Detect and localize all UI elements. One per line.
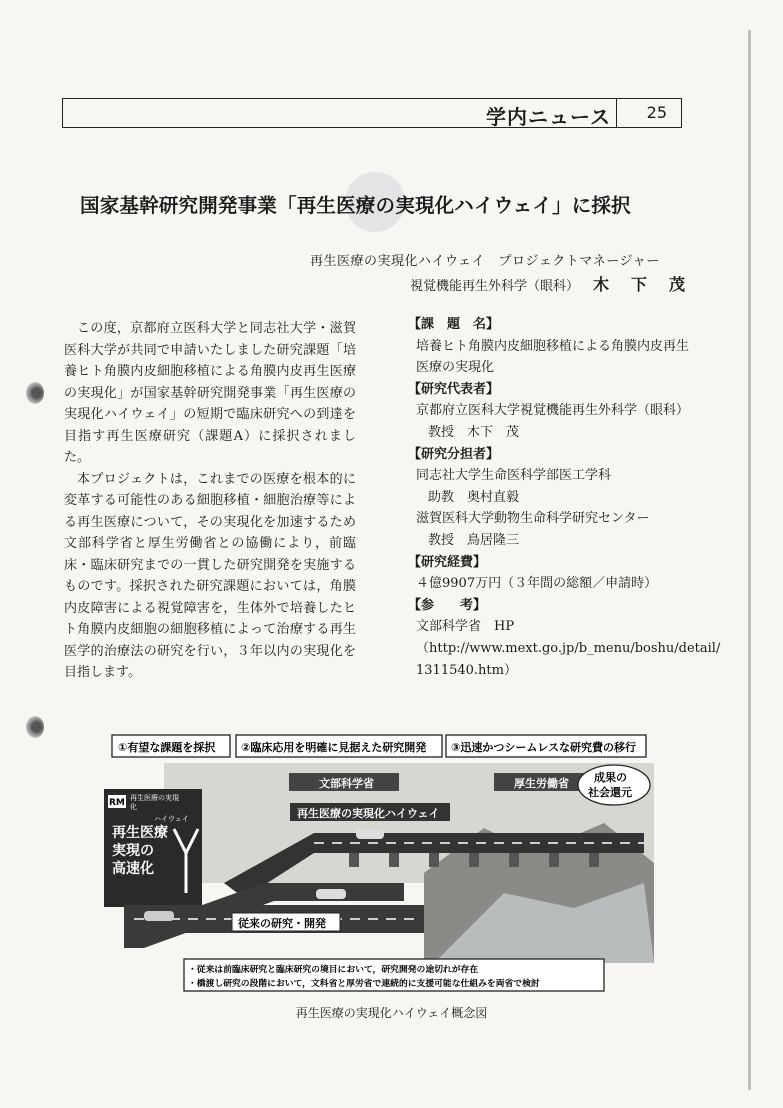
reference-site: 文部科学省 HP [416, 619, 515, 635]
representative-name: 教授 木下 茂 [428, 424, 520, 440]
social-return-line-2: 社会還元 [588, 786, 632, 799]
rm-label-1: 再生医療の実現 [130, 794, 179, 802]
subject-label: 【課 題 名】 [408, 317, 500, 332]
co-investigator-label: 【研究分担者】 [408, 446, 500, 462]
co-investigator-1-name: 助教 奥村直毅 [428, 489, 520, 505]
rm-logo: RM [109, 798, 125, 808]
budget-label: 【研究経費】 [408, 554, 487, 570]
page-header [62, 98, 682, 128]
subject-value: 培養ヒト角膜内皮細胞移植による角膜内皮再生医療の実現化 [416, 338, 690, 376]
speedup-line-3: 高速化 [112, 861, 154, 877]
co-investigator-1-affiliation: 同志社大学生命医科学部医工学科 [416, 468, 612, 484]
reference-label: 【参 考】 [408, 597, 487, 613]
highway-banner-label: 再生医療の実現化ハイウェイ [297, 807, 440, 820]
figure-caption: 再生医療の実現化ハイウェイ概念図 [295, 1006, 488, 1020]
conventional-label: 従来の研究・開発 [238, 917, 326, 930]
mhlw-label: 厚生労働省 [514, 777, 569, 790]
article-body [64, 318, 356, 684]
speedup-line-2: 実現の [112, 843, 154, 859]
co-investigator-2-affiliation: 滋賀医科大学動物生命科学研究センター [416, 511, 650, 527]
scan-edge-line [748, 30, 751, 1090]
reference-url-line-1: （http://www.mext.go.jp/b_menu/boshu/detail/ [416, 640, 721, 656]
highway-concept-figure [104, 733, 656, 995]
car-icon [316, 889, 346, 899]
mext-label: 文部科学省 [319, 777, 374, 790]
car-icon [356, 829, 384, 839]
box-1-label: ①有望な課題を採択 [118, 741, 216, 754]
article-title: 国家基幹研究開発事業「再生医療の実現化ハイウェイ」に採択 [80, 194, 631, 217]
page-number: 25 [646, 103, 667, 122]
highway-figure-graphic [104, 733, 656, 995]
social-return-line-1: 成果の [594, 771, 627, 784]
binder-hole [26, 716, 44, 738]
header-divider [616, 99, 618, 127]
co-investigator-2-name: 教授 鳥居隆三 [428, 532, 520, 548]
representative-affiliation: 京都府立医科大学視覚機能再生外科学（眼科） [416, 403, 690, 419]
rm-label-2: 化 [130, 803, 137, 811]
reference-url-line-2: 1311540.htm） [416, 662, 517, 678]
car-icon [144, 911, 174, 921]
author-role: 再生医療の実現化ハイウェイ プロジェクトマネージャー [310, 254, 660, 269]
binder-hole [26, 382, 44, 404]
note-2: ・橋渡し研究の段階において，文科省と厚労省で連続的に支援可能な仕組みを両省で検討 [188, 979, 540, 989]
author-dept: 視覚機能再生外科学（眼科） [410, 279, 580, 294]
representative-label: 【研究代表者】 [408, 381, 500, 397]
author-line [410, 272, 707, 295]
box-2-label: ②臨床応用を明確に見据えた研究開発 [241, 741, 427, 754]
speedup-line-1: 再生医療 [112, 825, 168, 841]
section-title: 学内ニュース [486, 105, 611, 129]
body-paragraph-1: この度，京都府立医科大学と同志社大学・滋賀医科大学が共同で申請いたしました研究課題「培養ヒト角膜内皮細胞移植による角膜内皮再生医療の実現化」が国家基幹研究開発事業「再生医療の実現化ハイウェイ」の短期で臨床研究への到達を目指す再生医療研究（課題A）に採択されました。 [64, 321, 356, 465]
budget-value: ４億9907万円（３年間の総額／申請時） [416, 576, 658, 592]
box-3-label: ③迅速かつシームレスな研究費の移行 [451, 741, 636, 754]
author-name: 木下茂 [593, 275, 708, 294]
highway-small-label: ハイウェイ [154, 815, 189, 823]
project-info [408, 314, 721, 681]
note-1: ・従来は前臨床研究と臨床研究の境目において，研究開発の途切れが存在 [188, 965, 479, 975]
body-paragraph-2: 本プロジェクトは，これまでの医療を根本的に変革する可能性のある細胞移植・細胞治療等による再生医療について，その実現化を加速するため文部科学省と厚生労働省との協働により，前臨床・臨床研究までの一貫した研究開発を実施するものです。採択された研究課題においては，角膜内皮障害による視覚障害を，生体外で培養したヒト角膜内皮細胞の細胞移植によって治療する再生医学的治療法の研究を行い，３年以内の実現化を目指します。 [64, 471, 356, 680]
